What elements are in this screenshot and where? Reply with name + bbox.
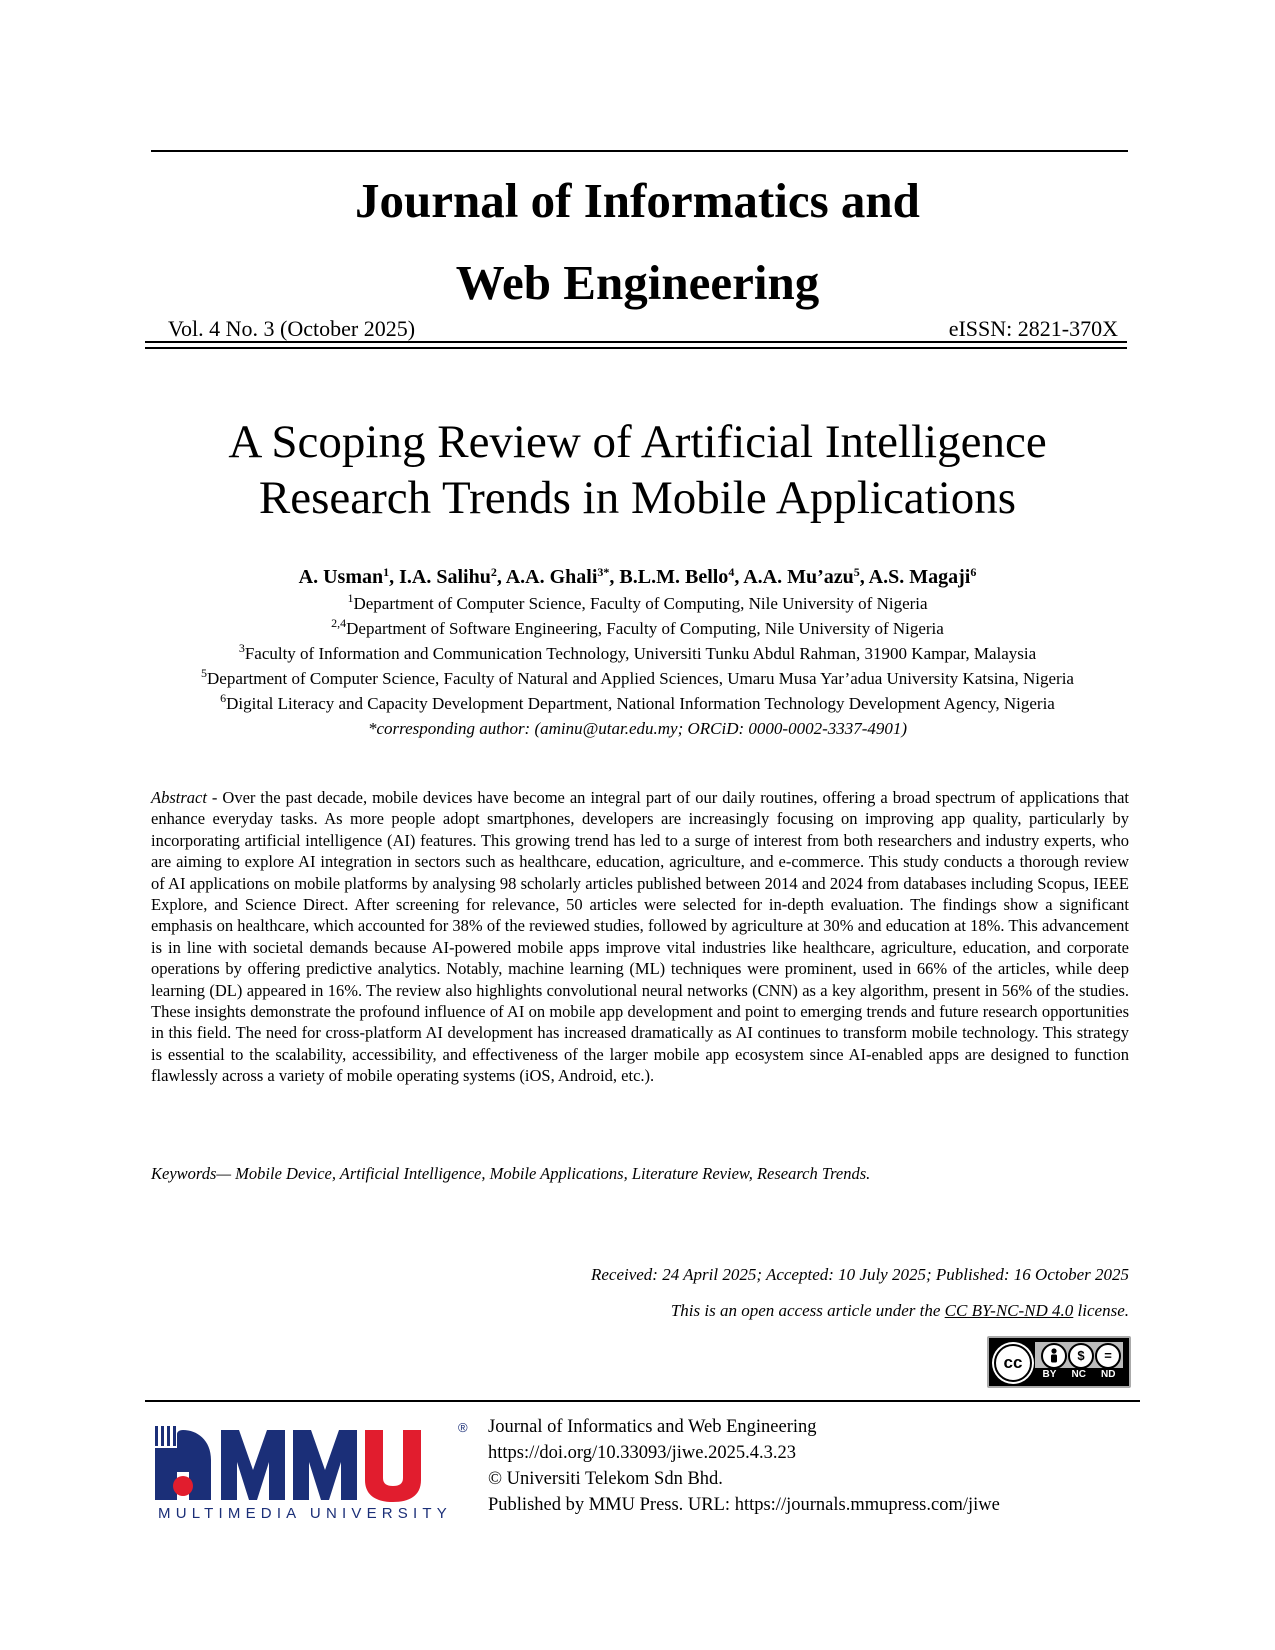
author-name: B.L.M. Bello [619, 566, 729, 588]
footer-journal: Journal of Informatics and Web Engineering [488, 1417, 817, 1437]
author-affiliation-mark: 5 [853, 565, 860, 579]
abstract-body: - Over the past decade, mobile devices have become an integral part of our daily routines, offering a broad spectrum of applications that enhance everyday tasks. As more people adopt smartphones, developers are increasingly focusing on improving app quality, particularly by incorporating artificial intelligence (AI) features. This growing trend has led to a surge of interest from both researchers and industry experts, who are aiming to explore AI integration in sectors such as healthcare, education, agriculture, and e-commerce. This study conducts a thorough review of AI applications on mobile platforms by analysing 98 scholarly articles published between 2014 and 2024 from databases including Scopus, IEEE Explore, and Science Direct. After screening for relevance, 50 articles were selected for in-depth evaluation. The findings show a significant emphasis on healthcare, which accounted for 38% of the reviewed studies, followed by agriculture at 30% and education at 18%. This advancement is in line with societal demands because AI-powered mobile apps improve vital industries like healthcare, agriculture, education, and corporate operations by offering predictive analytics. Notably, machine learning (ML) techniques were prominent, used in 66% of the articles, while deep learning (DL) appeared in 16%. The review also highlights convolutional neural networks (CNN) as a key algorithm, present in 56% of the studies. These insights demonstrate the profound influence of AI on mobile app development and point to emerging trends and future research opportunities in this field. The need for cross-platform AI development has increased dramatically as AI continues to transform mobile technology. This strategy is essential to the scalability, accessibility, and effectiveness of the larger mobile app ecosystem since AI-enabled apps are designed to function flawlessly across a variety of mobile operating systems (iOS, Android, etc.). [151, 788, 1129, 1086]
author-name: I.A. Salihu [399, 566, 491, 588]
footer-copyright: © Universiti Telekom Sdn Bhd. [488, 1469, 723, 1489]
cc-nc-label: NC [1071, 1369, 1086, 1380]
eissn: eISSN: 2821-370X [948, 316, 1118, 341]
affiliation: $^5$Department of Computer Science, Faculty of Natural and Applied Sciences, Umaru Musa Yar’adua University Katsina, Nigeria [201, 666, 1074, 688]
author-affiliation-mark: 2 [490, 565, 497, 579]
author-affiliation-mark: 3* [597, 565, 610, 579]
footer-doi[interactable]: https://doi.org/10.33093/jiwe.2025.4.3.23 [488, 1443, 796, 1463]
registered-mark: ® [458, 1420, 468, 1435]
volume-row [168, 316, 1118, 342]
top-rule [151, 150, 1128, 152]
volume-rule-upper [145, 341, 1127, 343]
mmu-tagline: MULTIMEDIA UNIVERSITY [158, 1505, 452, 1522]
affiliation: $^{2,4}$Department of Software Engineering, Faculty of Computing, Nile University of Nigeria [331, 616, 944, 638]
paper-title-line1: A Scoping Review of Artificial Intelligence [228, 416, 1047, 468]
abstract [151, 787, 1129, 1087]
cc-icon: cc [994, 1344, 1032, 1382]
affiliation: $^6$Digital Literacy and Capacity Development Department, National Information Technology Development Agency, Nigeria [220, 691, 1055, 713]
author-list: A. Usman$^1$, I.A. Salihu$^2$, A.A. Ghali$^{3*}$, B.L.M. Bello$^4$, A.A. Mu’azu$^5$, A.S. Magaji$^6$ [298, 565, 977, 588]
cc-by-label: BY [1042, 1369, 1057, 1380]
publication-dates: Received: 24 April 2025; Accepted: 10 July 2025; Published: 16 October 2025 [590, 1265, 1129, 1284]
corresponding-author: *corresponding author: (aminu@utar.edu.my; ORCiD: 0000-0002-3337-4901) [367, 719, 908, 738]
author-affiliation-mark: 1 [383, 565, 390, 579]
cc-nd-label: ND [1101, 1369, 1116, 1380]
author-name: A.A. Mu’azu [743, 566, 854, 588]
author-name: A.S. Magaji [868, 566, 971, 588]
attribution-icon [1041, 1343, 1067, 1369]
author-name: A.A. Ghali [505, 566, 598, 588]
volume-issue: Vol. 4 No. 3 (October 2025) [168, 316, 416, 341]
volume-rule-lower [145, 347, 1127, 349]
author-affiliation-mark: 6 [970, 565, 977, 579]
journal-title-line2: Web Engineering [455, 255, 820, 310]
author-name: A. Usman [298, 566, 384, 588]
noncommercial-icon: $ [1068, 1343, 1094, 1369]
cc-license-badge[interactable] [987, 1336, 1131, 1388]
affiliation: $^1$Department of Computer Science, Faculty of Computing, Nile University of Nigeria [347, 591, 928, 613]
paper-title [60, 414, 1215, 526]
author-affiliation-mark: 4 [728, 565, 735, 579]
affiliation: $^3$Faculty of Information and Communication Technology, Universiti Tunku Abdul Rahman, 31900 Kampar, Malaysia [238, 641, 1037, 663]
journal-title-line1: Journal of Informatics and [355, 173, 920, 228]
paper-title-line2: Research Trends in Mobile Applications [258, 472, 1017, 524]
license-statement: This is an open access article under the CC BY-NC-ND 4.0 license. [670, 1301, 1129, 1320]
footer-publisher: Published by MMU Press. URL: https://journals.mmupress.com/jiwe [488, 1495, 1000, 1515]
footer-info [488, 1414, 1000, 1518]
noderivatives-icon: = [1095, 1343, 1121, 1369]
keywords: Keywords— Mobile Device, Artificial Intelligence, Mobile Applications, Literature Review, Research Trends. [151, 1164, 871, 1183]
abstract-label: Abstract [151, 788, 207, 807]
footer-rule [145, 1400, 1140, 1402]
license-link[interactable]: CC BY-NC-ND 4.0 [944, 1301, 1074, 1320]
